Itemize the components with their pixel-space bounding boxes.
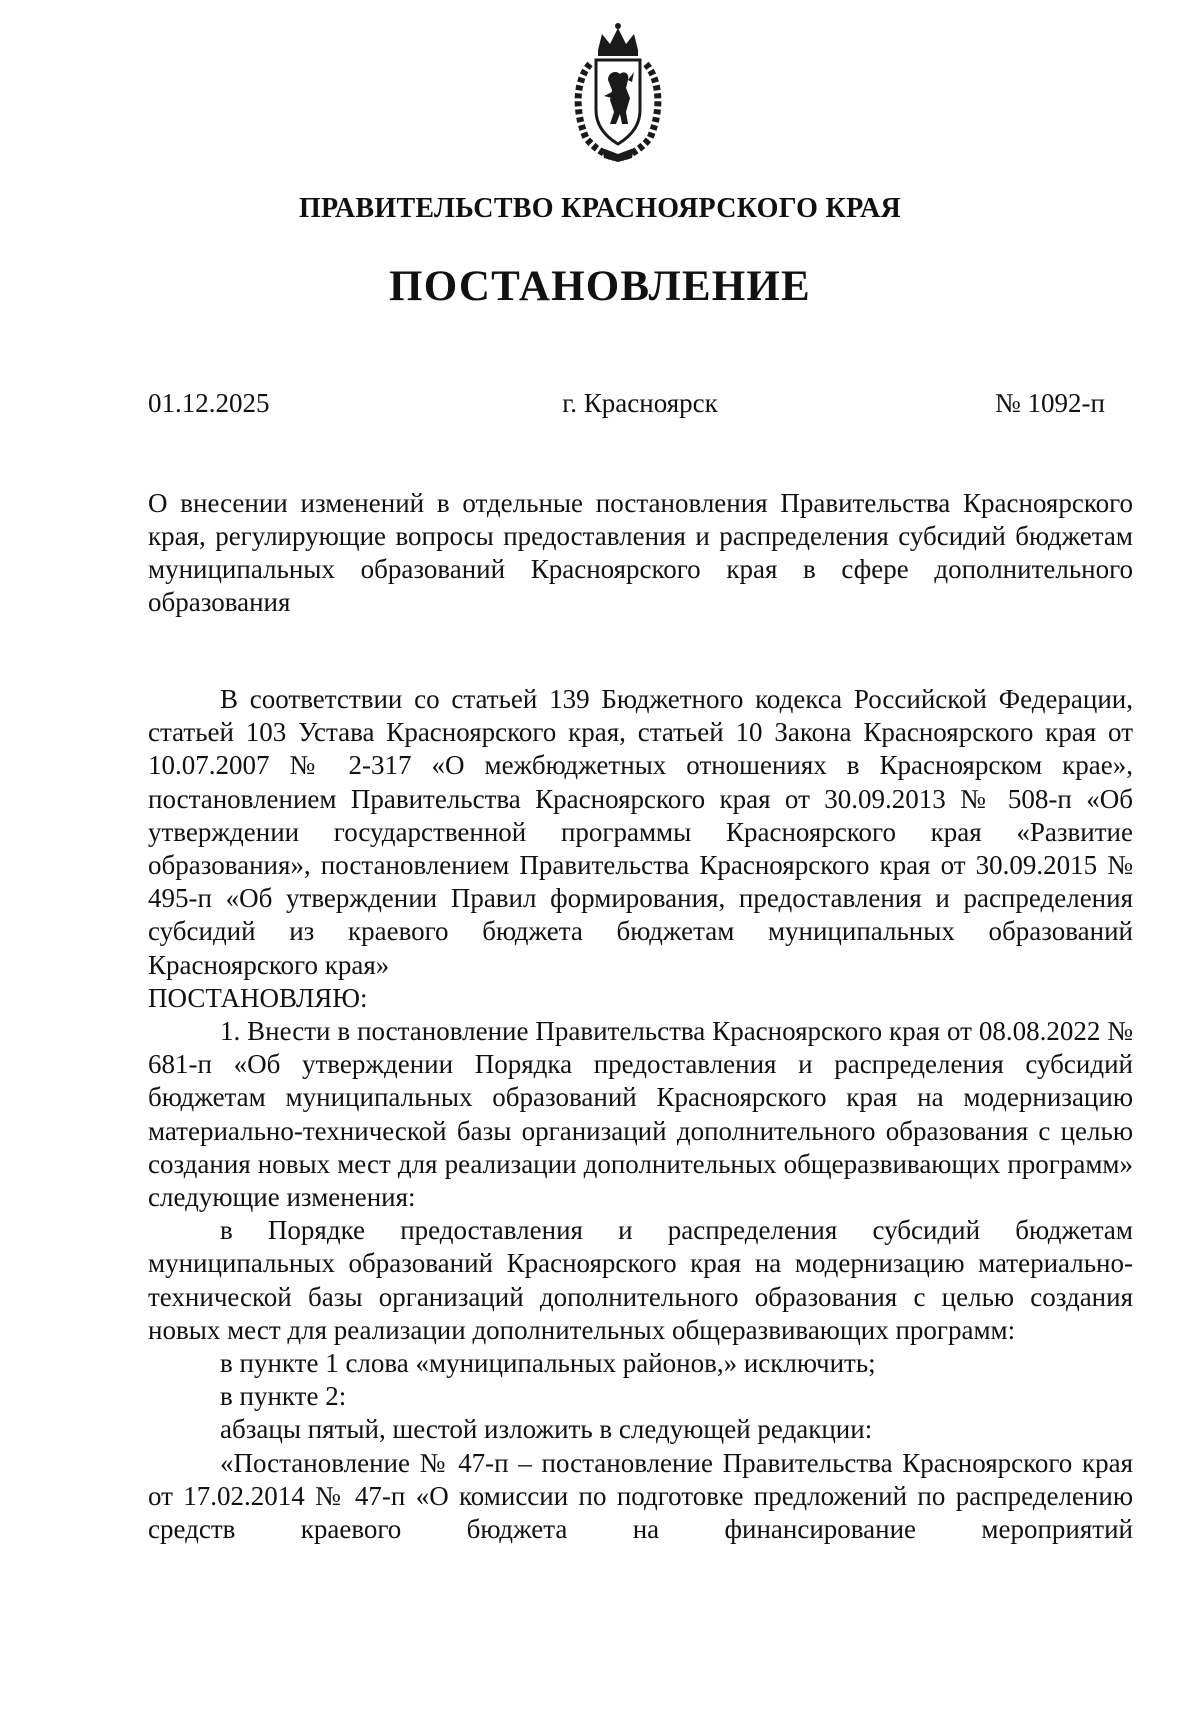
document-body	[148, 683, 1133, 1546]
document-number: № 1092-п	[995, 388, 1105, 418]
document-type-title: ПОСТАНОВЛЕНИЕ	[389, 263, 811, 310]
document-city: г. Красноярск	[562, 388, 718, 418]
point-2-paragraph: в пункте 2:	[220, 1381, 347, 1412]
document-date: 01.12.2025	[148, 388, 270, 418]
paragraphs-paragraph: абзацы пятый, шестой изложить в следующей редакции:	[220, 1414, 873, 1445]
document-subject: О внесении изменений в отдельные постановления Правительства Красноярского края, регулирующие вопросы предоставления и распределения субсидий бюджетам муниципальных образований Красноярского края в сфере дополнительного образования	[148, 488, 1133, 617]
point-1-paragraph: в пункте 1 слова «муниципальных районов,» исключить;	[220, 1348, 876, 1379]
preamble-paragraph: В соответствии со статьей 139 Бюджетного кодекса Российской Федерации, статьей 103 Устава Красноярского края, статьей 10 Закона Красноярского края от 10.07.2007 № 2-317 «О межбюджетных отношениях в Красноярском крае», постановлением Правительства Красноярского края от 30.09.2013 № 508-п «Об утверждении государственной программы Красноярского края «Развитие образования», постановлением Правительства Красноярского края от 30.09.2015 № 495-п «Об утверждении Правил формирования, предоставления и распределения субсидий из краевого бюджета бюджетам муниципальных образований Красноярского края»	[148, 684, 1133, 980]
decree-word: ПОСТАНОВЛЯЮ:	[148, 982, 368, 1013]
coat-of-arms-icon	[568, 20, 668, 162]
quote-paragraph: «Постановление № 47-п – постановление Правительства Красноярского края от 17.02.2014 № 47-п «О комиссии по подготовке предложений по распределению средств краевого бюджета на финансирование мероприятий	[148, 1447, 1133, 1545]
order-intro-paragraph: в Порядке предоставления и распределения субсидий бюджетам муниципальных образований Красноярского края на модернизацию материально-технической базы организаций дополнительного образования с целью создания новых мест для реализации дополнительных общеразвивающих программ:	[148, 1215, 1133, 1345]
item-1-paragraph: 1. Внести в постановление Правительства Красноярского края от 08.08.2022 № 681-п «Об утверждении Порядка предоставления и распределения субсидий бюджетам муниципальных образований Красноярского края на модернизацию материально-технической базы организаций дополнительного образования с целью создания новых мест для реализации дополнительных общеразвивающих программ» следующие изменения:	[148, 1016, 1133, 1213]
government-title: ПРАВИТЕЛЬСТВО КРАСНОЯРСКОГО КРАЯ	[298, 193, 902, 224]
